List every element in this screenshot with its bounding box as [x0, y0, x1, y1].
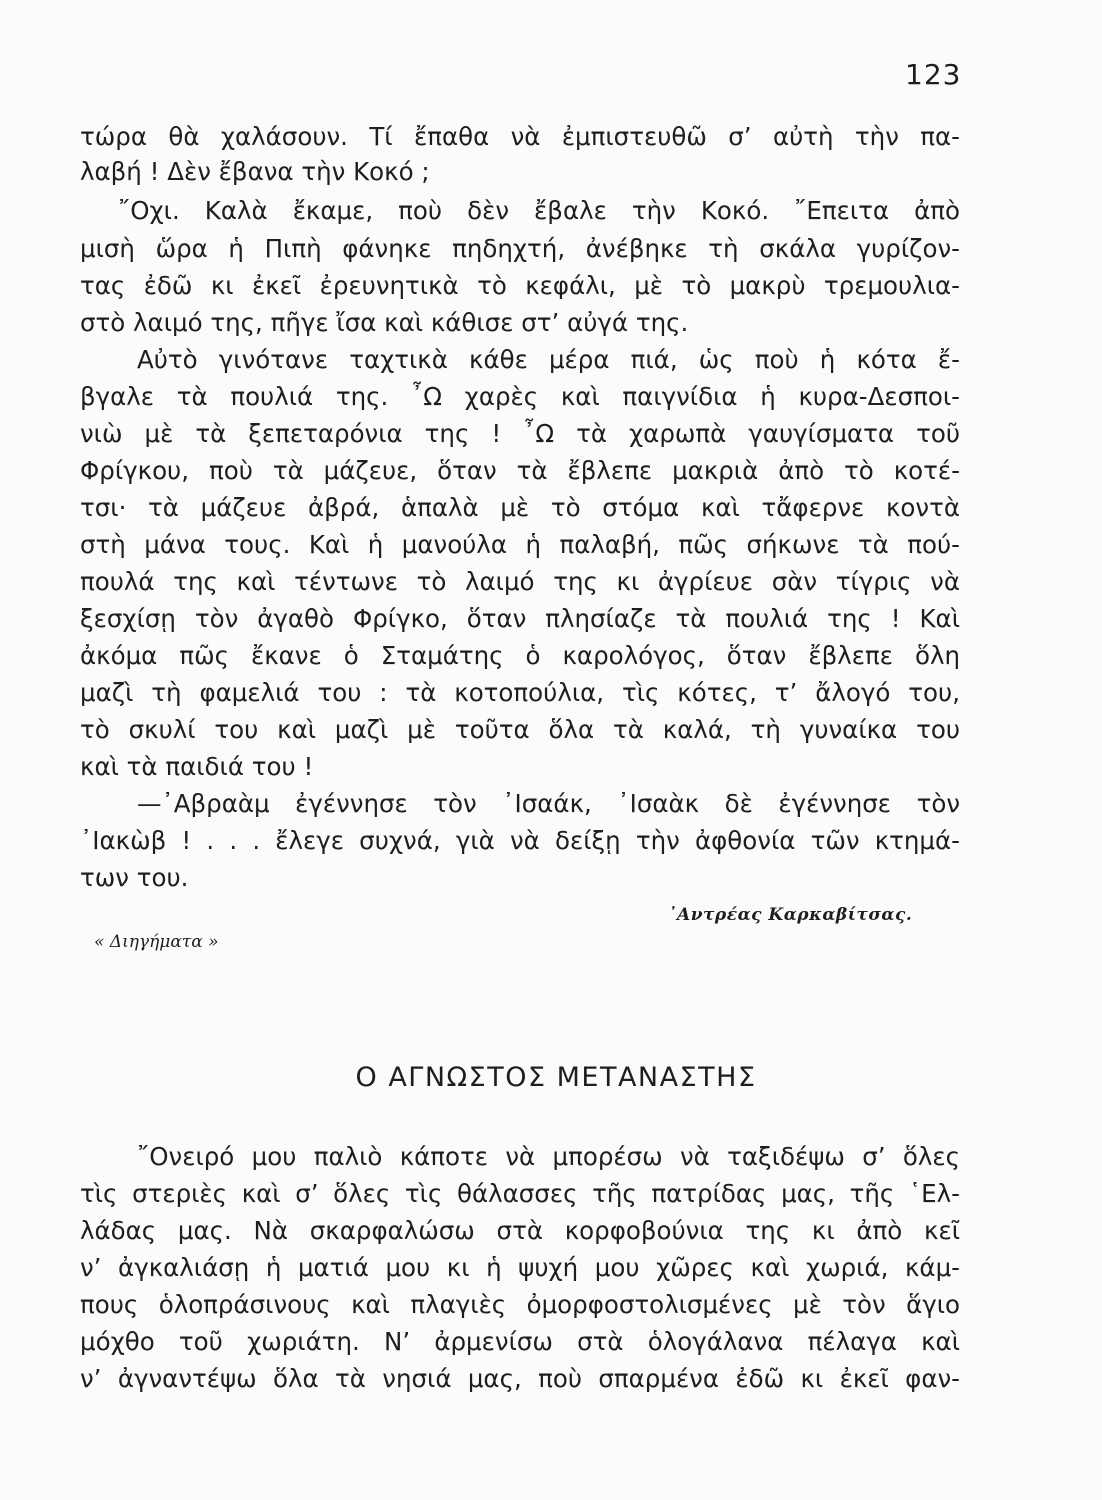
text-line: στὴ μάνα τους. Καὶ ἡ μανούλα ἡ παλαβή, πῶς σήκωνε τὰ πού-: [80, 530, 960, 559]
text-line: τσι· τὰ μάζευε ἀβρά, ἁπαλὰ μὲ τὸ στόμα καὶ τἄφερνε κοντὰ: [80, 493, 960, 522]
text-line: ᾿Ιακὼβ ! . . . ἔλεγε συχνά, γιὰ νὰ δείξῃ τὴν ἀφθονία τῶν κτημά-: [80, 826, 960, 855]
text-line: —᾿Αβραὰμ ἐγέννησε τὸν ᾿Ισαάκ, ᾿Ισαὰκ δὲ ἐγέννησε τὸν: [137, 789, 960, 818]
text-line: μόχθο τοῦ χωριάτη. Ν’ ἀρμενίσω στὰ ὁλογάλανα πέλαγα καὶ: [80, 1327, 960, 1356]
text-line: πους ὁλοπράσινους καὶ πλαγιὲς ὀμορφοστολισμένες μὲ τὸν ἅγιο: [80, 1290, 960, 1319]
text-line: τας ἐδῶ κι ἐκεῖ ἐρευνητικὰ τὸ κεφάλι, μὲ τὸ μακρὺ τρεμουλια-: [80, 271, 960, 300]
text-line: νιὼ μὲ τὰ ξεπεταρόνια της ! ῏Ω τὰ χαρωπὰ γαυγίσματα τοῦ: [80, 419, 960, 448]
text-line: καὶ τὰ παιδιά του !: [80, 752, 314, 781]
text-line: ξεσχίσῃ τὸν ἀγαθὸ Φρίγκο, ὅταν πλησίαζε τὰ πουλιά της ! Καὶ: [80, 604, 960, 633]
text-line: ῎Ονειρό μου παλιὸ κάποτε νὰ μπορέσω νὰ ταξιδέψω σ’ ὅλες: [137, 1142, 960, 1171]
text-line: βγαλε τὰ πουλιά της. ῏Ω χαρὲς καὶ παιγνίδια ἡ κυρα-Δεσποι-: [80, 382, 960, 411]
text-line: τὶς στεριὲς καὶ σ’ ὅλες τὶς θάλασσες τῆς πατρίδας μας, τῆς ῾Ελ-: [80, 1179, 960, 1208]
text-line: πουλά της καὶ τέντωνε τὸ λαιμό της κι ἀγρίευε σὰν τίγρις νὰ: [80, 567, 960, 596]
text-line: ν’ ἀγκαλιάσῃ ἡ ματιά μου κι ἡ ψυχή μου χῶρες καὶ χωριά, κάμ-: [80, 1253, 960, 1282]
chapter-title: Ο ΑΓΝΩΣΤΟΣ ΜΕΤΑΝΑΣΤΗΣ: [355, 1062, 757, 1093]
text-line: λαβή ! Δὲν ἔβανα τὴν Κοκό ;: [80, 157, 430, 186]
text-line: τὸ σκυλί του καὶ μαζὶ μὲ τοῦτα ὅλα τὰ καλά, τὴ γυναίκα του: [80, 715, 960, 744]
text-line: των του.: [80, 863, 189, 892]
text-line: τώρα θὰ χαλάσουν. Τί ἔπαθα νὰ ἐμπιστευθῶ σ’ αὐτὴ τὴν πα-: [80, 122, 960, 151]
text-line: μισὴ ὥρα ἡ Πιπὴ φάνηκε πηδηχτή, ἀνέβηκε τὴ σκάλα γυρίζον-: [80, 234, 960, 263]
text-line: μαζὶ τὴ φαμελιά του : τὰ κοτοπούλια, τὶς κότες, τ’ ἄλογό του,: [80, 678, 960, 707]
source-citation: « Διηγήματα »: [94, 932, 219, 952]
author-signature: ᾿Αντρέας Καρκαβίτσας.: [668, 905, 913, 925]
page-number: 123: [905, 58, 962, 91]
text-line: ν’ ἀγναντέψω ὅλα τὰ νησιά μας, ποὺ σπαρμένα ἐδῶ κι ἐκεῖ φαν-: [80, 1364, 960, 1393]
text-line: ἀκόμα πῶς ἔκανε ὁ Σταμάτης ὁ καρολόγος, ὅταν ἔβλεπε ὅλη: [80, 641, 960, 670]
text-line: ῎Οχι. Καλὰ ἔκαμε, ποὺ δὲν ἔβαλε τὴν Κοκό. ῎Επειτα ἀπὸ: [118, 196, 960, 225]
text-line: λάδας μας. Νὰ σκαρφαλώσω στὰ κορφοβούνια της κι ἀπὸ κεῖ: [80, 1216, 960, 1245]
text-line: Φρίγκου, ποὺ τὰ μάζευε, ὅταν τὰ ἔβλεπε μακριὰ ἀπὸ τὸ κοτέ-: [80, 456, 960, 485]
text-line: Αὐτὸ γινότανε ταχτικὰ κάθε μέρα πιά, ὡς ποὺ ἡ κότα ἔ-: [137, 345, 960, 374]
text-line: στὸ λαιμό της, πῆγε ἴσα καὶ κάθισε στ’ αὐγά της.: [80, 308, 689, 337]
